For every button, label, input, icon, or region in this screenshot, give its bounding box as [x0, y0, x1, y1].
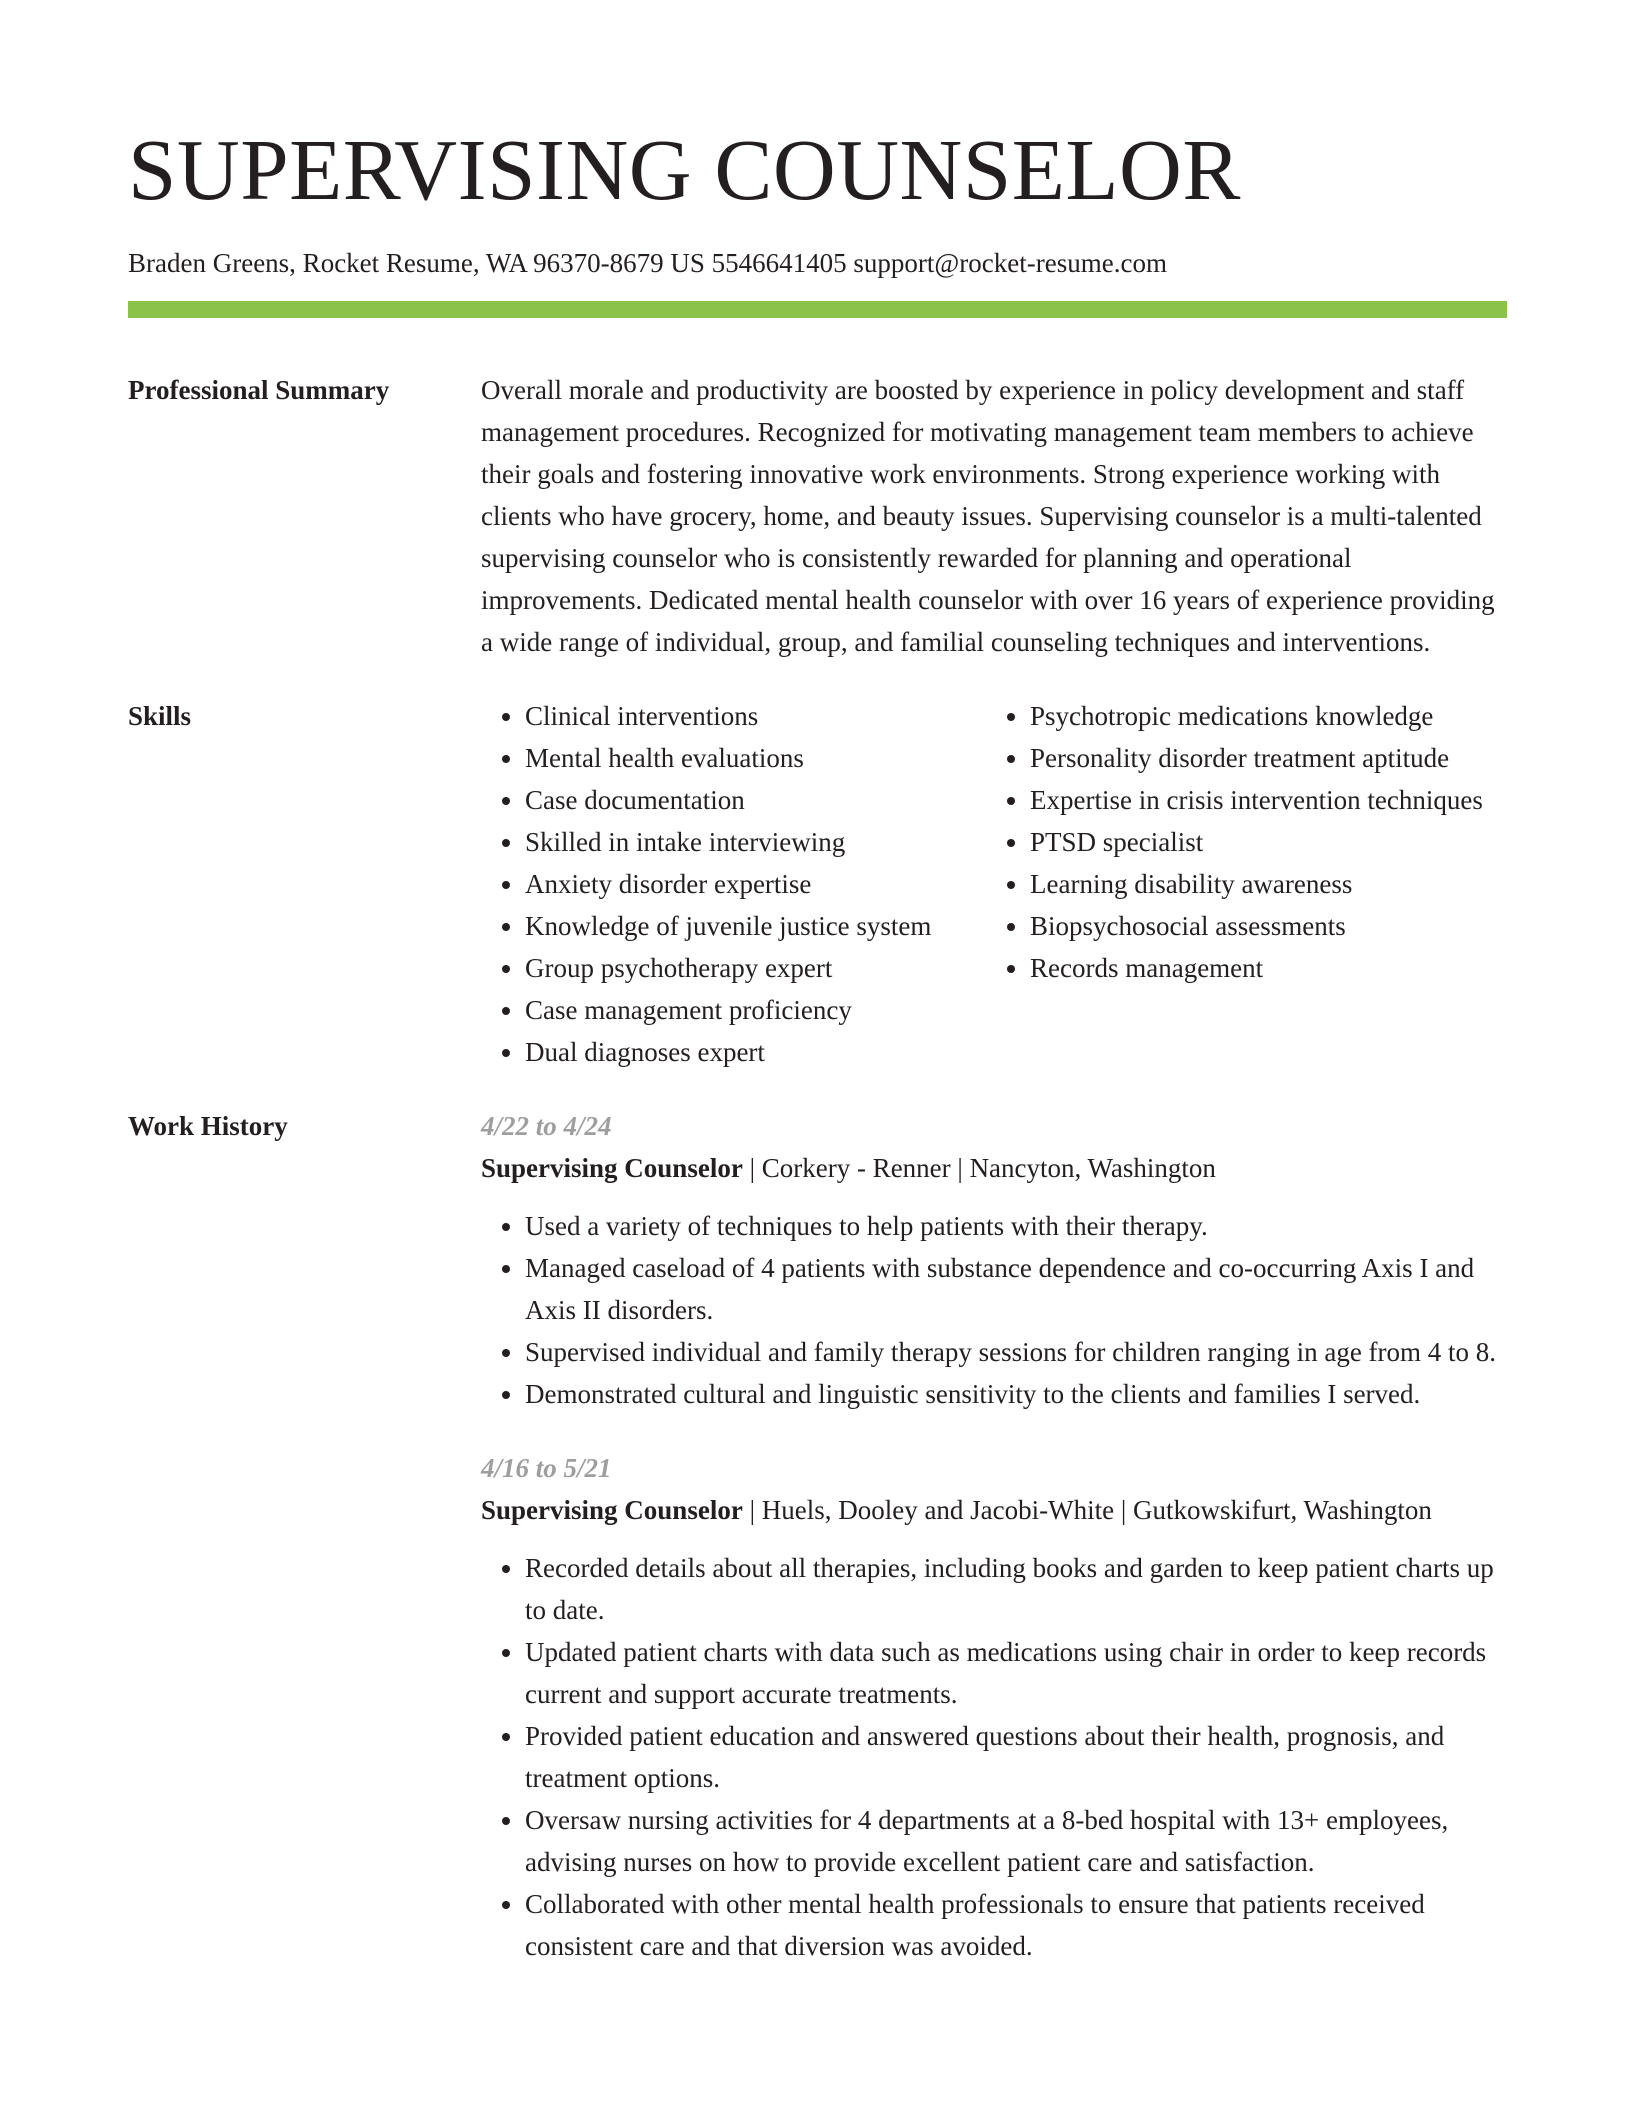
job-title: Supervising Counselor [481, 1495, 743, 1525]
skill-item: • Knowledge of juvenile justice system [525, 905, 986, 947]
job-entry [481, 1447, 1507, 1967]
job-bullet: • Supervised individual and family therapy sessions for children ranging in age from 4 to 8. [525, 1331, 1507, 1373]
job-title: Supervising Counselor [481, 1153, 743, 1183]
job-bullet: • Provided patient education and answered questions about their health, prognosis, and treatment options. [525, 1715, 1507, 1799]
job-location: Gutkowskifurt, Washington [1133, 1495, 1432, 1525]
job-company: Corkery - Renner [761, 1153, 951, 1183]
job-bullet: • Collaborated with other mental health professionals to ensure that patients received consistent care and that diversion was avoided. [525, 1883, 1507, 1967]
job-dates: 4/16 to 5/21 [481, 1453, 612, 1483]
job-dates: 4/22 to 4/24 [481, 1111, 612, 1141]
work-history-heading: Work History [128, 1111, 288, 1141]
job-bullet: • Oversaw nursing activities for 4 departments at a 8-bed hospital with 13+ employees, advising nurses on how to provide excellent patient care and satisfaction. [525, 1799, 1507, 1883]
contact-phone: 5546641405 [711, 248, 847, 278]
summary-text: Overall morale and productivity are boosted by experience in policy development and staff management procedures. Recognized for motivating management team members to achieve their goals and fostering innovative work environments. Strong experience working with clients who have grocery, home, and beauty issues. Supervising counselor is a multi-talented supervising counselor who is consistently rewarded for planning and operational improvements. Dedicated mental health counselor with over 16 years of experience providing a wide range of individual, group, and familial counseling techniques and interventions. [481, 375, 1495, 657]
job-bullet: • Updated patient charts with data such as medications using chair in order to keep records current and support accurate treatments. [525, 1631, 1507, 1715]
job-header: Supervising Counselor | Huels, Dooley and Jacobi-White | Gutkowskifurt, Washington [481, 1495, 1432, 1525]
skills-section [128, 695, 1507, 1073]
skills-list-right [986, 695, 1507, 1073]
skill-item: • Psychotropic medications knowledge [1030, 695, 1507, 737]
skill-item: • Expertise in crisis intervention techniques [1030, 779, 1507, 821]
job-location: Nancyton, Washington [969, 1153, 1216, 1183]
skill-item: • Learning disability awareness [1030, 863, 1507, 905]
skill-item: • Mental health evaluations [525, 737, 986, 779]
skill-item: • Group psychotherapy expert [525, 947, 986, 989]
contact-address: Braden Greens, Rocket Resume, WA 96370-8679 US [128, 248, 705, 278]
header-divider [128, 301, 1507, 318]
skill-item: • Anxiety disorder expertise [525, 863, 986, 905]
skill-item: • Case management proficiency [525, 989, 986, 1031]
contact-line [128, 246, 1507, 280]
summary-heading: Professional Summary [128, 375, 390, 405]
contact-email: support@rocket-resume.com [853, 248, 1167, 278]
skill-item: • Clinical interventions [525, 695, 986, 737]
job-bullet: • Used a variety of techniques to help patients with their therapy. [525, 1205, 1507, 1247]
job-bullets [481, 1205, 1507, 1415]
candidate-name: SUPERVISING COUNSELOR [128, 121, 1241, 218]
job-bullet: • Recorded details about all therapies, including books and garden to keep patient charts up to date. [525, 1547, 1507, 1631]
skill-item: • Dual diagnoses expert [525, 1031, 986, 1073]
job-bullets [481, 1547, 1507, 1967]
resume-page [128, 0, 1507, 1967]
job-bullet: • Managed caseload of 4 patients with substance dependence and co-occurring Axis I and Axis II disorders. [525, 1247, 1507, 1331]
job-header: Supervising Counselor | Corkery - Renner | Nancyton, Washington [481, 1153, 1216, 1183]
skill-item: • Case documentation [525, 779, 986, 821]
skill-item: • Skilled in intake interviewing [525, 821, 986, 863]
skill-item: • PTSD specialist [1030, 821, 1507, 863]
skills-heading: Skills [128, 701, 192, 731]
job-entry [481, 1105, 1507, 1415]
skill-item: • Personality disorder treatment aptitude [1030, 737, 1507, 779]
skill-item: • Records management [1030, 947, 1507, 989]
work-history-section [128, 1105, 1507, 1967]
job-company: Huels, Dooley and Jacobi-White [761, 1495, 1115, 1525]
skills-list-left [481, 695, 986, 1073]
skill-item: • Biopsychosocial assessments [1030, 905, 1507, 947]
summary-section [128, 369, 1507, 663]
job-bullet: • Demonstrated cultural and linguistic sensitivity to the clients and families I served. [525, 1373, 1507, 1415]
